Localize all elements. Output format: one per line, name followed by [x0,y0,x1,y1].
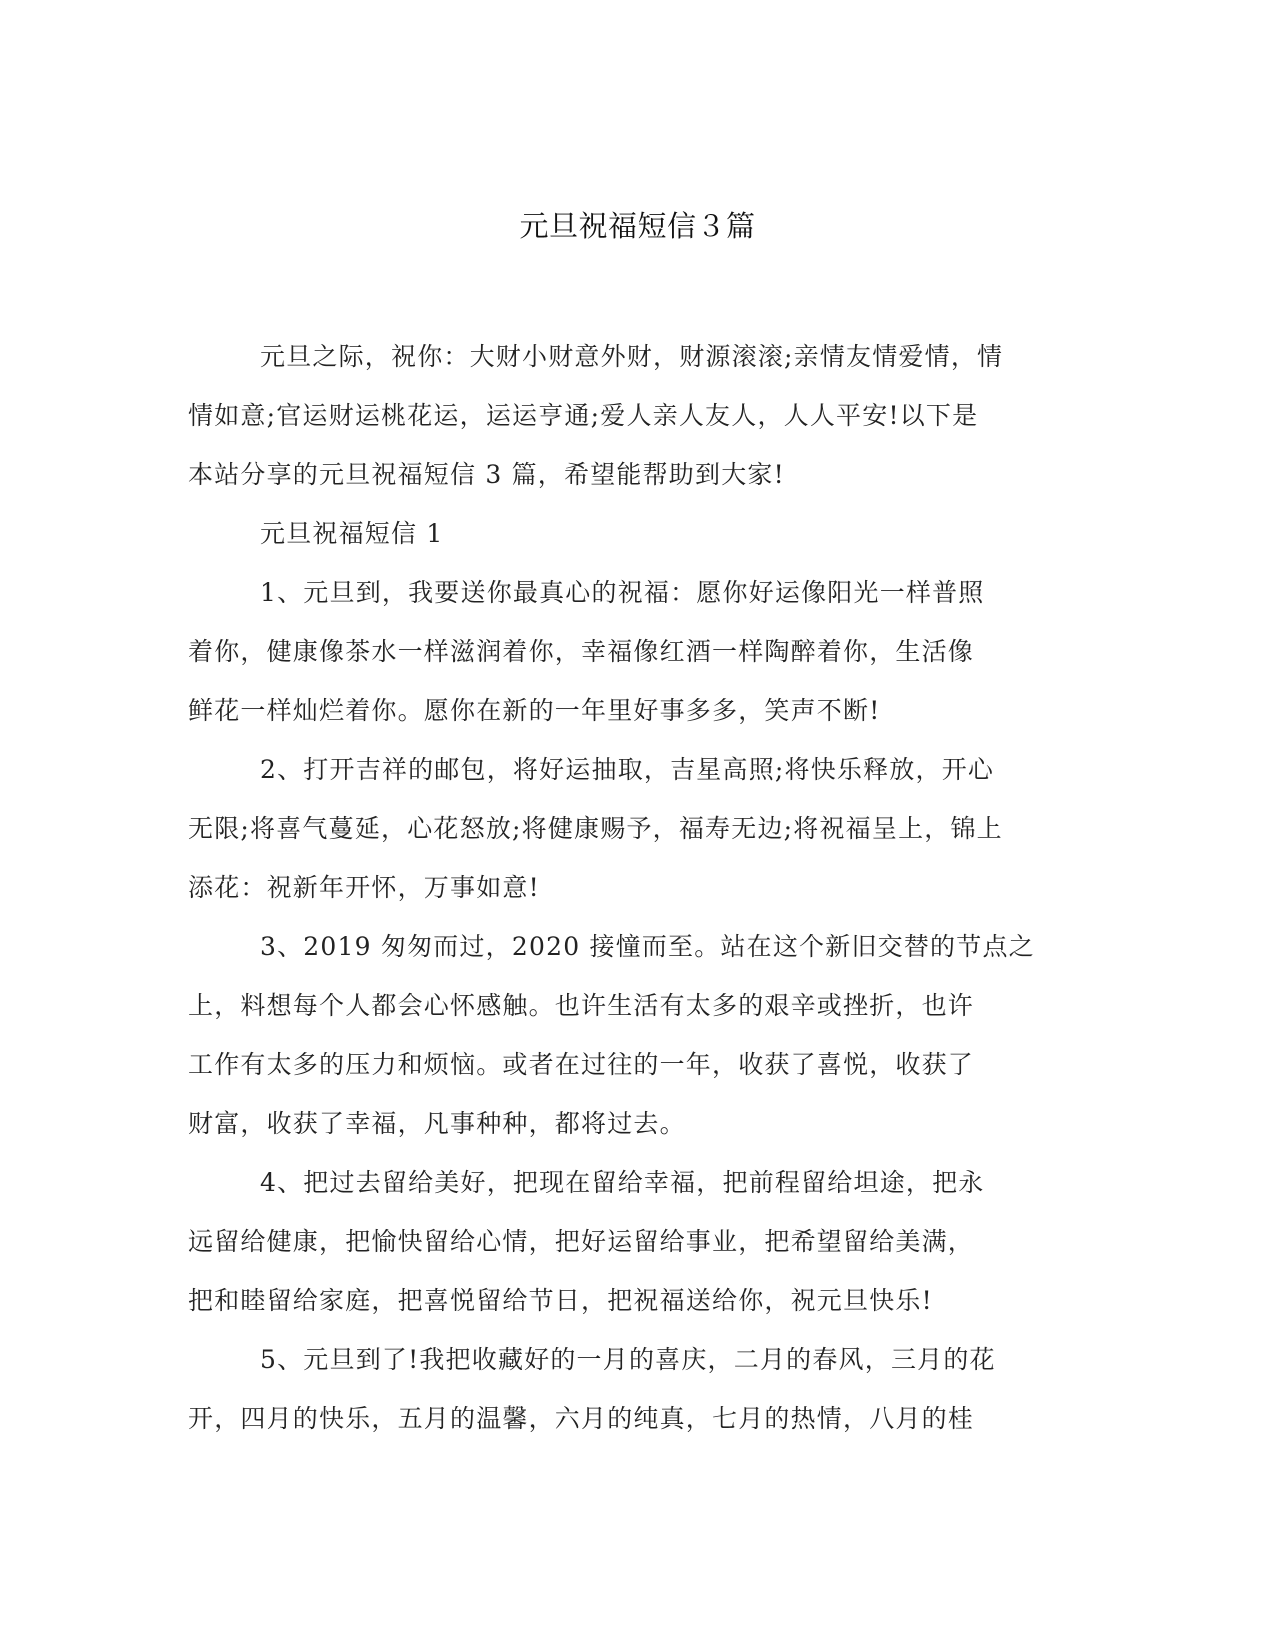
text-line: 上，料想每个人都会心怀感触。也许生活有太多的艰辛或挫折，也许 [188,991,975,1020]
text-line: 3、2019 匆匆而过，2020 接憧而至。站在这个新旧交替的节点之 [260,932,1035,961]
text-line: 着你，健康像茶水一样滋润着你，幸福像红酒一样陶醉着你，生活像 [188,637,975,666]
text-line: 情如意;官运财运桃花运，运运亨通;爱人亲人友人，人人平安!以下是 [188,401,979,430]
paragraph-intro [188,327,1078,504]
paragraph-item-2 [188,740,1078,917]
text-line: 元旦之际，祝你：大财小财意外财，财源滚滚;亲情友情爱情，情 [260,342,1004,371]
document-body [188,327,1078,1448]
text-line: 开，四月的快乐，五月的温馨，六月的纯真，七月的热情，八月的桂 [188,1404,975,1433]
text-line: 4、把过去留给美好，把现在留给幸福，把前程留给坦途，把永 [260,1168,985,1197]
paragraph-item-3 [188,917,1078,1153]
text-line: 添花：祝新年开怀，万事如意! [188,873,540,902]
text-line: 1、元旦到，我要送你最真心的祝福：愿你好运像阳光一样普照 [260,578,985,607]
text-line: 鲜花一样灿烂着你。愿你在新的一年里好事多多，笑声不断! [188,696,881,725]
text-line: 财富，收获了幸福，凡事种种，都将过去。 [188,1109,686,1138]
text-line: 本站分享的元旦祝福短信 3 篇，希望能帮助到大家! [188,460,785,489]
section-heading [188,504,1078,563]
text-line: 5、元旦到了!我把收藏好的一月的喜庆，二月的春风，三月的花 [260,1345,996,1374]
text-line: 工作有太多的压力和烦恼。或者在过往的一年，收获了喜悦，收获了 [188,1050,975,1079]
text-line: 把和睦留给家庭，把喜悦留给节日，把祝福送给你，祝元旦快乐! [188,1286,933,1315]
text-line: 远留给健康，把愉快留给心情，把好运留给事业，把希望留给美满， [188,1227,975,1256]
paragraph-item-1 [188,563,1078,740]
paragraph-item-5 [188,1330,1078,1448]
text-line: 元旦祝福短信 1 [260,519,444,548]
text-line: 2、打开吉祥的邮包，将好运抽取，吉星高照;将快乐释放，开心 [260,755,995,784]
text-line: 无限;将喜气蔓延，心花怒放;将健康赐予，福寿无边;将祝福呈上，锦上 [188,814,1003,843]
document-title: 元旦祝福短信３篇 [519,209,756,243]
paragraph-item-4 [188,1153,1078,1330]
